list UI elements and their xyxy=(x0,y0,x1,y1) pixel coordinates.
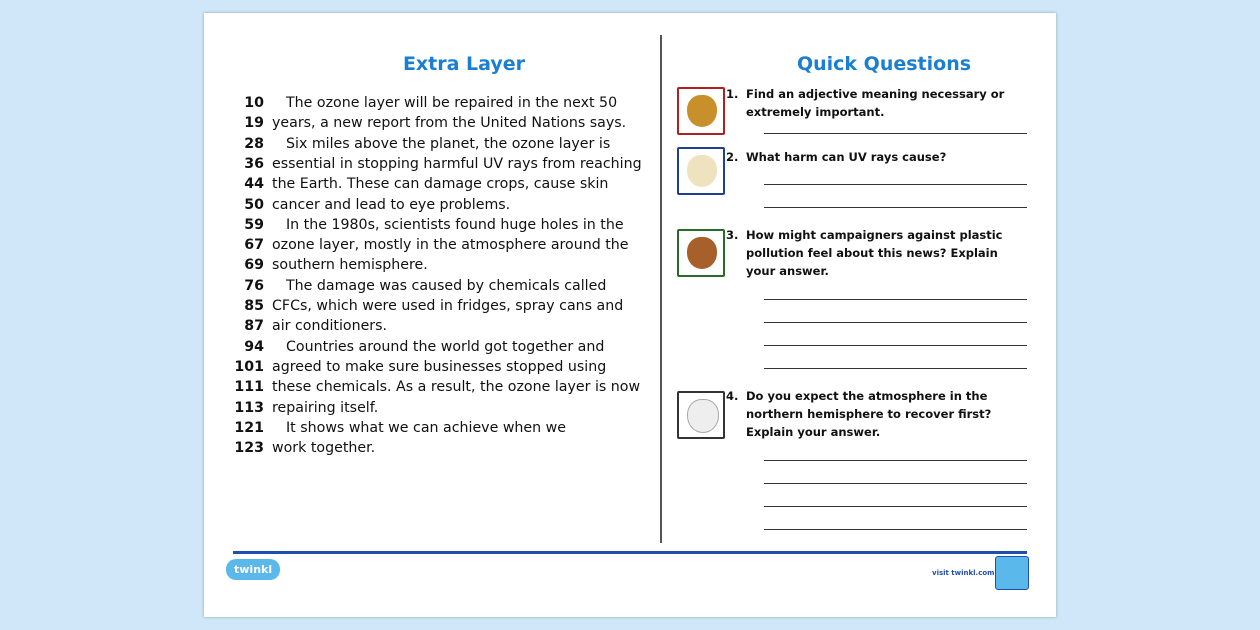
word-count: 85 xyxy=(244,298,264,314)
answer-line[interactable] xyxy=(764,506,1027,507)
passage-line xyxy=(228,318,387,338)
questions-title: Quick Questions xyxy=(796,53,972,75)
word-count: 59 xyxy=(244,216,264,233)
badge-icon xyxy=(995,556,1029,590)
question-3 xyxy=(726,226,1016,280)
passage-line xyxy=(228,136,610,156)
line-text: ozone layer, mostly in the atmosphere around the xyxy=(272,237,629,254)
footer-rule xyxy=(233,551,1027,554)
line-text: Six miles above the planet, the ozone layer is xyxy=(286,135,611,152)
word-count: 101 xyxy=(234,358,264,375)
word-count: 111 xyxy=(234,379,264,396)
line-text: the Earth. These can damage crops, cause skin xyxy=(272,176,609,193)
line-text: southern hemisphere. xyxy=(272,257,428,274)
answer-line[interactable] xyxy=(764,460,1027,461)
line-text: essential in stopping harmful UV rays from reaching xyxy=(272,155,642,172)
line-text: The damage was caused by chemicals called xyxy=(286,277,607,294)
answer-line[interactable] xyxy=(764,184,1027,185)
word-count: 76 xyxy=(244,277,264,294)
answer-line[interactable] xyxy=(764,529,1027,530)
answer-line[interactable] xyxy=(764,483,1027,484)
passage-title: Extra Layer xyxy=(402,53,526,75)
question-text: Find an adjective meaning necessary or extremely important. xyxy=(746,87,1005,119)
line-text: The ozone layer will be repaired in the next 50 xyxy=(286,95,618,111)
word-count: 10 xyxy=(244,95,264,111)
passage-line xyxy=(228,420,566,440)
question-4 xyxy=(726,387,1016,441)
passage-line xyxy=(228,379,640,399)
dog-icon xyxy=(677,147,725,195)
passage-line xyxy=(228,257,428,277)
passage-line xyxy=(228,115,626,135)
question-text: Do you expect the atmosphere in the northern hemisphere to recover first? Explain your answer. xyxy=(746,389,992,439)
passage-line xyxy=(228,156,642,176)
dog-icon xyxy=(677,87,725,135)
passage-line xyxy=(228,440,375,460)
passage-line xyxy=(228,95,617,115)
answer-line[interactable] xyxy=(764,299,1027,300)
passage-line xyxy=(228,400,378,420)
word-count: 28 xyxy=(244,135,264,152)
answer-line[interactable] xyxy=(764,345,1027,346)
word-count: 94 xyxy=(244,338,264,355)
line-text: years, a new report from the United Nations says. xyxy=(272,115,627,132)
twinkl-logo: twinkl xyxy=(226,559,280,580)
dog-icon xyxy=(677,229,725,277)
word-count: 123 xyxy=(234,440,264,457)
line-text: air conditioners. xyxy=(272,318,388,335)
question-1 xyxy=(726,85,1016,121)
word-count: 19 xyxy=(244,115,264,132)
column-divider xyxy=(660,35,662,543)
worksheet-page xyxy=(204,13,1056,617)
line-text: work together. xyxy=(272,440,376,457)
line-text: agreed to make sure businesses stopped using xyxy=(272,358,607,375)
passage-line xyxy=(228,339,604,359)
word-count: 44 xyxy=(244,176,264,193)
line-text: It shows what we can achieve when we xyxy=(286,419,566,436)
passage-line xyxy=(228,359,606,379)
line-text: cancer and lead to eye problems. xyxy=(272,196,511,213)
word-count: 50 xyxy=(244,196,264,213)
line-text: Countries around the world got together and xyxy=(286,338,605,355)
word-count: 121 xyxy=(234,419,264,436)
passage-line xyxy=(228,217,624,237)
word-count: 67 xyxy=(244,237,264,254)
question-2 xyxy=(726,148,1016,166)
question-number: 3. xyxy=(726,228,739,242)
footer-url[interactable]: visit twinkl.com xyxy=(932,569,995,577)
word-count: 87 xyxy=(244,318,264,335)
passage-line xyxy=(228,298,623,318)
passage-line xyxy=(228,176,608,196)
answer-line[interactable] xyxy=(764,322,1027,323)
passage-line xyxy=(228,237,629,257)
line-text: repairing itself. xyxy=(272,399,379,416)
passage-line xyxy=(228,278,606,298)
question-text: What harm can UV rays cause? xyxy=(746,150,947,164)
word-count: 69 xyxy=(244,257,264,274)
line-text: these chemicals. As a result, the ozone layer is now xyxy=(272,379,641,396)
word-count: 113 xyxy=(234,399,264,416)
question-number: 1. xyxy=(726,87,739,101)
answer-line[interactable] xyxy=(764,133,1027,134)
question-number: 2. xyxy=(726,150,739,164)
answer-line[interactable] xyxy=(764,368,1027,369)
line-text: In the 1980s, scientists found huge holes in the xyxy=(286,216,624,233)
question-text: How might campaigners against plastic pollution feel about this news? Explain your answer. xyxy=(746,228,1003,278)
word-count: 36 xyxy=(244,155,264,172)
dog-icon xyxy=(677,391,725,439)
question-number: 4. xyxy=(726,389,739,403)
line-text: CFCs, which were used in fridges, spray cans and xyxy=(272,298,624,314)
answer-line[interactable] xyxy=(764,207,1027,208)
passage-line xyxy=(228,197,510,217)
